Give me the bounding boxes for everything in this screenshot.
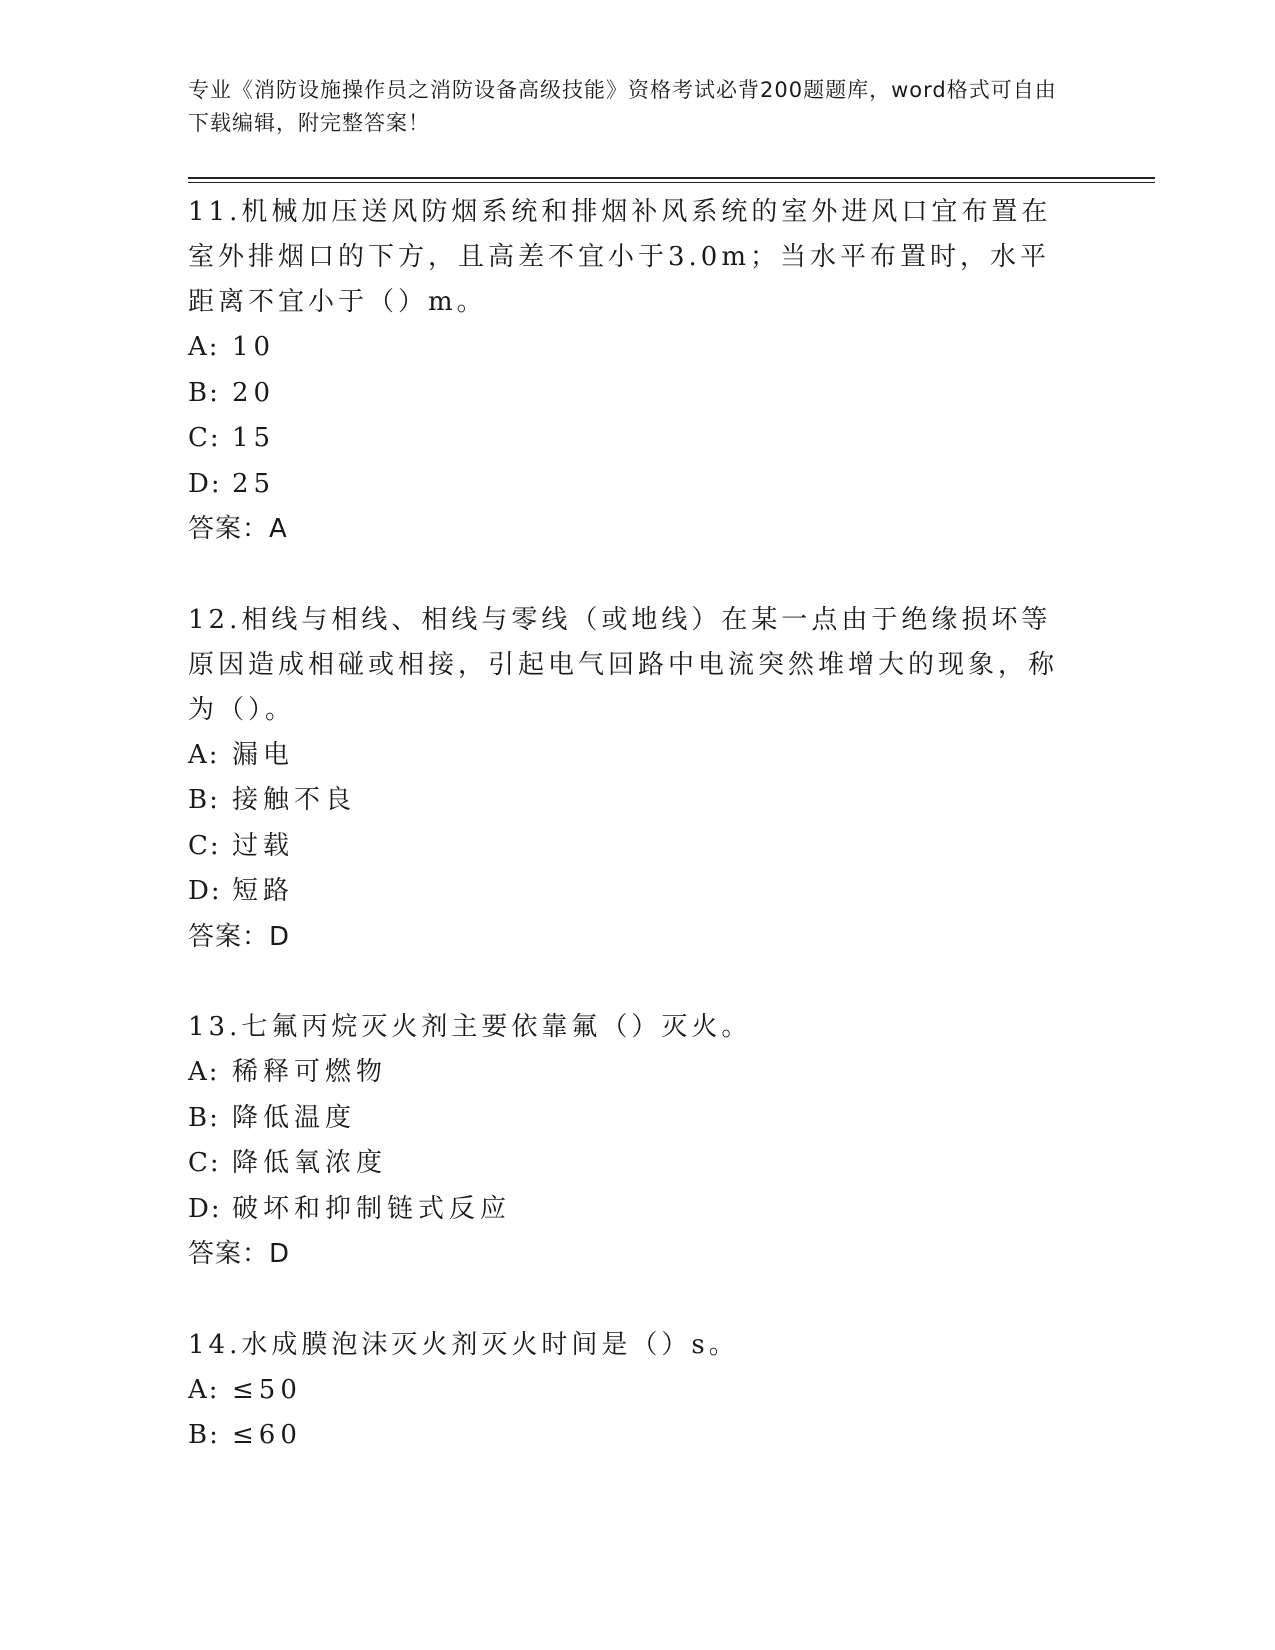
option-c	[188, 824, 1088, 870]
option-key: A:	[188, 739, 220, 770]
option-key: B:	[188, 785, 220, 815]
question-14	[188, 1323, 1088, 1459]
question-13	[188, 1005, 1088, 1278]
answer-line: 答案：A	[188, 514, 288, 544]
spacer	[188, 553, 1088, 598]
question-12	[188, 598, 1088, 961]
option-key: C:	[188, 423, 221, 453]
option-text: 破坏和抑制链式反应	[232, 1193, 512, 1224]
question-stem: 11.机械加压送风防烟系统和排烟补风系统的室外进风口宜布置在室外排烟口的下方，且高差不宜小于3.0m；当水平布置时，水平距离不宜小于（）m。	[188, 197, 1052, 317]
option-text: ≤50	[232, 1374, 302, 1405]
document-intro: 专业《消防设施操作员之消防设备高级技能》资格考试必背200题题库，word格式可自由下载编辑，附完整答案！	[188, 78, 1057, 135]
option-a	[188, 1050, 1088, 1096]
option-text: 接触不良	[232, 785, 357, 815]
option-text: 降低温度	[232, 1102, 357, 1133]
question-stem: 12.相线与相线、相线与零线（或地线）在某一点由于绝缘损坏等原因造成相碰或相接，引起电气回路中电流突然堆增大的现象，称为（）。	[188, 604, 1059, 725]
option-a	[188, 1368, 1088, 1414]
option-key: B:	[188, 1420, 220, 1450]
header-divider-thin	[188, 182, 1155, 183]
option-key: D:	[188, 1193, 222, 1224]
option-key: C:	[188, 1148, 221, 1178]
option-d	[188, 869, 1088, 915]
option-b	[188, 1096, 1088, 1142]
option-text: 15	[232, 423, 276, 453]
option-key: B:	[188, 377, 220, 408]
option-text: 短路	[232, 876, 295, 906]
option-a	[188, 733, 1088, 779]
question-list	[188, 190, 1088, 1459]
option-a	[188, 325, 1088, 371]
spacer	[188, 1278, 1088, 1323]
option-text: 25	[232, 468, 276, 499]
option-text: 过载	[232, 830, 295, 861]
question-11	[188, 190, 1088, 553]
option-key: C:	[188, 830, 221, 861]
answer-line: 答案：D	[188, 921, 291, 952]
option-b	[188, 1413, 1088, 1459]
answer-line: 答案：D	[188, 1239, 291, 1269]
option-text: 漏电	[232, 739, 295, 770]
question-stem: 14.水成膜泡沫灭火剂灭火时间是（）s。	[188, 1329, 739, 1360]
option-text: 稀释可燃物	[232, 1057, 388, 1087]
option-text: 10	[232, 332, 276, 362]
option-key: A:	[188, 1374, 220, 1405]
option-b	[188, 371, 1088, 417]
option-key: A:	[188, 1057, 220, 1087]
option-c	[188, 1141, 1088, 1187]
header-divider	[188, 177, 1155, 179]
option-key: D:	[188, 876, 222, 906]
question-stem: 13.七氟丙烷灭火剂主要依靠氟（）灭火。	[188, 1012, 752, 1042]
option-key: D:	[188, 468, 222, 499]
option-text: 降低氧浓度	[232, 1148, 388, 1178]
option-key: A:	[188, 332, 220, 362]
option-d	[188, 462, 1088, 508]
option-key: B:	[188, 1102, 220, 1133]
option-b	[188, 778, 1088, 824]
option-text: ≤60	[232, 1420, 302, 1450]
option-c	[188, 416, 1088, 462]
option-d	[188, 1187, 1088, 1233]
spacer	[188, 960, 1088, 1005]
option-text: 20	[232, 377, 276, 408]
